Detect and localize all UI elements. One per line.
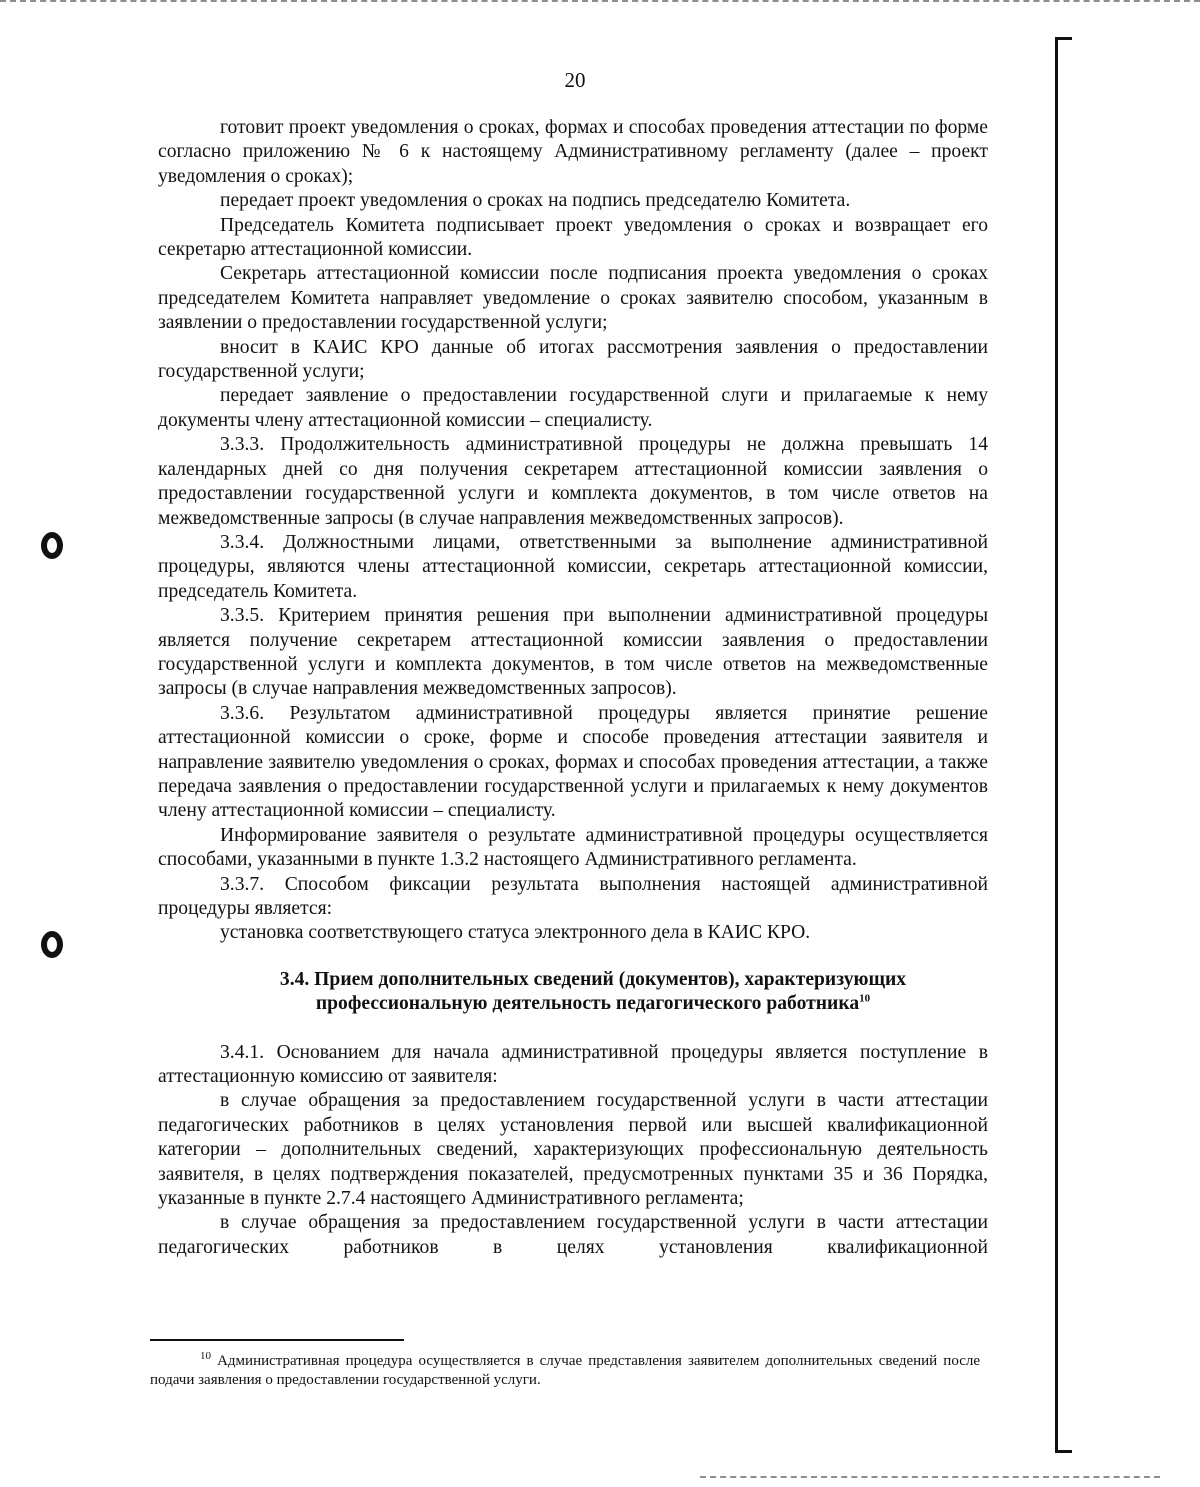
- section-heading-line1: 3.4. Прием дополнительных сведений (документов), характеризующих: [279, 968, 907, 990]
- scan-edge-bottom: [700, 1476, 1160, 1482]
- footnote: [150, 1352, 980, 1390]
- page-margin-bracket: [1055, 37, 1072, 1453]
- scan-edge-top: [0, 0, 1200, 10]
- document-body: [158, 116, 988, 1260]
- paragraph: в случае обращения за предоставлением государственной услуги в части аттестации педагогических работников в целях установления первой или высшей квалификационной категории – дополнительных сведений, характеризующих профессиональную деятельность заявителя, в целях подтверждения показателей, предусмотренных пунктами 35 и 36 Порядка, указанные в пункте 2.7.4 настоящего Административного регламента;: [158, 1090, 988, 1210]
- paragraph: 3.4.1. Основанием для начала административной процедуры является поступление в аттестационную комиссию от заявителя:: [158, 1041, 988, 1088]
- paragraph: 3.3.6. Результатом административной процедуры является принятие решение аттестационной комиссии о сроке, форме и способе проведения аттестации заявителя и направление заявителю уведомления о сроках, формах и способах проведения аттестации, а также передача заявления о предоставлении государственной услуги и прилагаемых к нему документов члену аттестационной комиссии – специалисту.: [158, 702, 988, 822]
- paragraph: 3.3.7. Способом фиксации результата выполнения настоящей административной процедуры является:: [158, 873, 988, 919]
- paragraph: готовит проект уведомления о сроках, формах и способах проведения аттестации по форме согласно приложению № 6 к настоящему Административному регламенту (далее – проект уведомления о сроках);: [158, 117, 988, 187]
- page-number: 20: [564, 68, 586, 92]
- paragraph: 3.3.4. Должностными лицами, ответственными за выполнение административной процедуры, являются члены аттестационной комиссии, секретарь аттестационной комиссии, председатель Комитета.: [158, 531, 988, 602]
- section-heading-line2: профессиональную деятельность педагогического работника: [315, 993, 860, 1015]
- footnote-marker: 10: [200, 1350, 211, 1362]
- punch-hole-icon: [41, 931, 63, 958]
- paragraph: 3.3.5. Критерием принятия решения при выполнении административной процедуры является получение секретарем аттестационной комиссии заявления о предоставлении государственной услуги и комплекта документов, в том числе ответов на межведомственные запросы (в случае направления межведомственных запросов).: [158, 605, 988, 700]
- paragraph: передает заявление о предоставлении государственной слуги и прилагаемые к нему документы члену аттестационной комиссии – специалисту.: [158, 385, 988, 431]
- paragraph: установка соответствующего статуса электронного дела в КАИС КРО.: [220, 922, 811, 944]
- paragraph: Информирование заявителя о результате административной процедуры осуществляется способами, указанными в пункте 1.3.2 настоящего Административного регламента.: [158, 824, 988, 871]
- section-heading: [158, 968, 988, 1017]
- punch-hole-icon: [41, 532, 63, 559]
- paragraph: вносит в КАИС КРО данные об итогах рассмотрения заявления о предоставлении государственной услуги;: [158, 336, 988, 383]
- paragraph: в случае обращения за предоставлением государственной услуги в части аттестации педагогических работников в целях установления квалификационной: [158, 1212, 988, 1258]
- footnote-text: Административная процедура осуществляется в случае представления заявителем дополнительных сведений после подачи заявления о предоставлении государственной услуги.: [150, 1353, 981, 1388]
- paragraph: Секретарь аттестационной комиссии после подписания проекта уведомления о сроках председателем Комитета направляет уведомление о сроках заявителю способом, указанным в заявлении о предоставлении государственной услуги;: [158, 263, 988, 334]
- paragraph: Председатель Комитета подписывает проект уведомления о сроках и возвращает его секретарю аттестационной комиссии.: [158, 214, 988, 261]
- footnote-reference[interactable]: 10: [859, 992, 871, 1005]
- paragraph: передает проект уведомления о сроках на подпись председателю Комитета.: [220, 190, 851, 212]
- footnote-separator: [150, 1339, 404, 1341]
- paragraph: 3.3.3. Продолжительность административной процедуры не должна превышать 14 календарных дней со дня получения секретарем аттестационной комиссии заявления о предоставлении государственной услуги и комплекта документов, в том числе ответов на межведомственные запросы (в случае направления межведомственных запросов).: [158, 434, 988, 529]
